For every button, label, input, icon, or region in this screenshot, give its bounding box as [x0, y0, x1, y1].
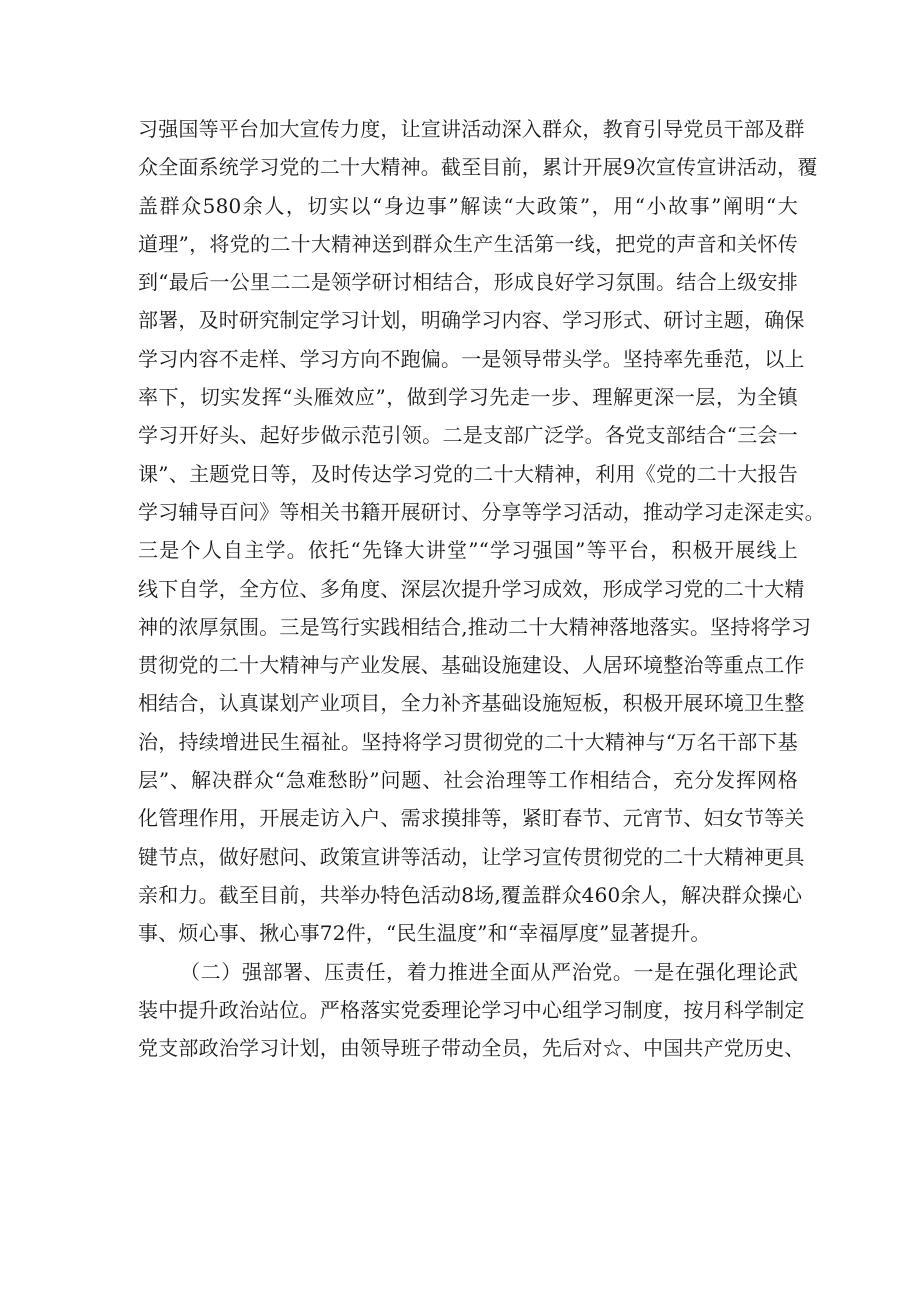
text-line: 部署，及时研究制定学习计划，明确学习内容、学习形式、研讨主题，确保 — [138, 308, 805, 333]
text-line: 键节点，做好慰问、政策宣讲等活动，让学习宣传贯彻党的二十大精神更具 — [138, 844, 805, 869]
text-line: 道理”，将党的二十大精神送到群众生产生活第一线，把党的声音和关怀传 — [138, 231, 798, 256]
document-body — [138, 110, 825, 1067]
text-line: 相结合，认真谋划产业项目，全力补齐基础设施短板，积极开展环境卫生整 — [138, 691, 805, 716]
text-line: 线下自学，全方位、多角度、深层次提升学习成效，形成学习党的二十大精 — [138, 576, 805, 601]
text-line: 学习内容不走样、学习方向不跑偏。一是领导带头学。坚持率先垂范，以上 — [138, 346, 805, 371]
text-line: 神的浓厚氛围。三是笃行实践相结合,推动二十大精神落地落实。坚持将学习 — [138, 614, 812, 639]
text-line: 盖群众580余人，切实以“身边事”解读“大政策”，用“小故事”阐明“大 — [138, 193, 798, 218]
text-line-section-heading: （二）强部署、压责任，着力推进全面从严治党。一是在强化理论武 — [180, 959, 798, 984]
text-line: 到“最后一公里二二是领学研讨相结合，形成良好学习氛围。结合上级安排 — [138, 270, 798, 295]
text-line: 层”、解决群众“急难愁盼”问题、社会治理等工作相结合，充分发挥网格 — [138, 768, 798, 793]
text-line: 贯彻党的二十大精神与产业发展、基础设施建设、人居环境整治等重点工作 — [138, 653, 805, 678]
text-line: 化管理作用，开展走访入户、需求摸排等，紧盯春节、元宵节、妇女节等关 — [138, 806, 805, 831]
text-line: 课”、主题党日等，及时传达学习党的二十大精神，利用《党的二十大报告 — [138, 461, 798, 486]
text-line: 三是个人自主学。依托“先锋大讲堂”“学习强国”等平台，积极开展线上 — [138, 538, 798, 563]
text-line: 亲和力。截至目前，共举办特色活动8场,覆盖群众460余人，解决群众操心 — [138, 882, 803, 907]
text-line: 治，持续增进民生福祉。坚持将学习贯彻党的二十大精神与“万名干部下基 — [138, 729, 798, 754]
text-line-paragraph-end: 事、烦心事、揪心事72件，“民生温度”和“幸福厚度”显著提升。 — [138, 921, 711, 946]
text-line: 装中提升政治站位。严格落实党委理论学习中心组学习制度，按月科学制定 — [138, 997, 805, 1022]
text-line: 率下，切实发挥“头雁效应”，做到学习先走一步、理解更深一层，为全镇 — [138, 385, 798, 410]
text-line: 学习开好头、起好步做示范引领。二是支部广泛学。各党支部结合“三会一 — [138, 423, 798, 448]
text-line: 习强国等平台加大宣传力度，让宣讲活动深入群众，教育引导党员干部及群 — [138, 117, 805, 141]
text-line: 众全面系统学习党的二十大精神。截至目前，累计开展9次宣传宣讲活动，覆 — [138, 155, 818, 180]
text-line: 党支部政治学习计划，由领导班子带动全员，先后对☆、中国共产党历史、 — [138, 1036, 805, 1061]
text-line: 学习辅导百问》等相关书籍开展研讨、分享等学习活动，推动学习走深走实。 — [138, 499, 825, 524]
